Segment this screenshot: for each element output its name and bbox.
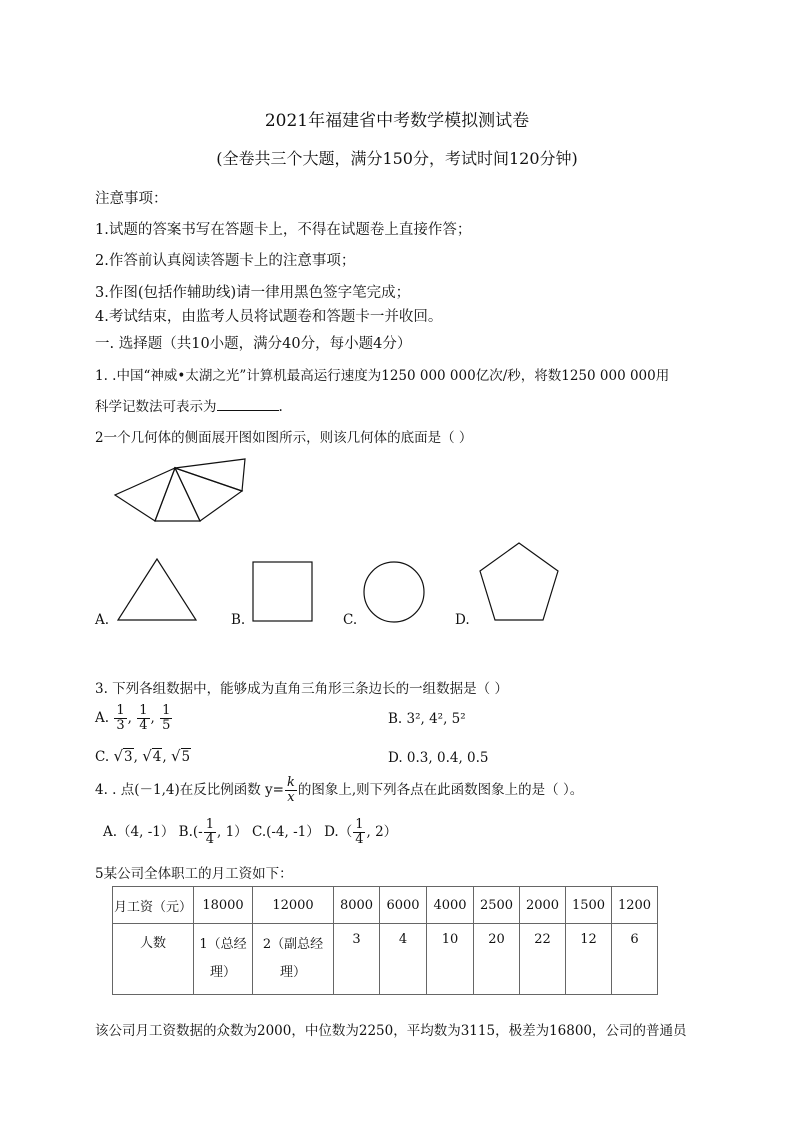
- notice-item: 4.考试结束，由监考人员将试题卷和答题卡一并收回。: [95, 309, 443, 325]
- notice-heading: 注意事项：: [95, 191, 168, 207]
- table-row: [113, 887, 658, 924]
- option-c-label: C.: [343, 612, 358, 628]
- figure-triangle: [115, 468, 175, 521]
- fraction: $\frac{1}{4}$: [205, 817, 214, 847]
- table-cell: 3: [334, 924, 380, 995]
- question-5-text: 该公司月工资数据的众数为2000，中位数为2250，平均数为3115，极差为16800，公司的普通员: [95, 1023, 687, 1039]
- q3-option-a: A. $\frac{1}{3}$ , $\frac{1}{4}$ , $\frac{1}{5}$: [95, 703, 171, 733]
- fraction: $\frac{1}{4}$: [139, 703, 148, 733]
- table-header-cell: 月工资（元）: [113, 887, 194, 924]
- question-4-stem: 4. . 点(－1,4)在反比例函数 y= $\frac{k}{x}$ 的图象上,则下列各点在此函数图象上的是（ ）。: [95, 775, 584, 805]
- question-1-line1: 1. .中国“神威•太湖之光”计算机最高运行速度为1250 000 000亿次/秒，将数1250 000 000用: [95, 368, 670, 384]
- fraction: $\frac{1}{3}$: [116, 703, 125, 733]
- circle-shape: [362, 560, 426, 624]
- q4-option-d: D.（ $\frac{1}{4}$ , 2）: [324, 817, 398, 847]
- figure-triangle: [175, 459, 245, 491]
- q3-option-d: D. 0.3, 0.4, 0.5: [388, 750, 489, 766]
- table-header-cell: 4000: [427, 887, 474, 924]
- table-header-cell: 1200: [612, 887, 658, 924]
- wage-table: [112, 886, 658, 995]
- table-row: [113, 924, 658, 995]
- q3-option-c: C. √3, √4, √5: [95, 747, 191, 765]
- question-1-line2: 科学记数法可表示为 .: [95, 399, 283, 415]
- question-2-stem: 2一个几何体的侧面展开图如图所示，则该几何体的底面是（ ）: [95, 430, 473, 446]
- table-header-cell: 6000: [380, 887, 427, 924]
- table-cell: 10: [427, 924, 474, 995]
- page-subtitle: (全卷共三个大题，满分150分，考试时间120分钟): [216, 149, 578, 168]
- lateral-development-figure: [110, 455, 255, 527]
- square-root: √3: [113, 747, 133, 765]
- notice-item: 2.作答前认真阅读答题卡上的注意事项；: [95, 253, 356, 269]
- page-title: 2021年福建省中考数学模拟测试卷: [264, 111, 530, 131]
- table-header-cell: 18000: [194, 887, 253, 924]
- table-row-label: 人数: [113, 924, 194, 995]
- q4-option-a: A.（4, -1）: [103, 824, 175, 840]
- table-cell: 4: [380, 924, 427, 995]
- q4-option-c: C.(-4, -1）: [251, 824, 320, 840]
- notice-item: 1.试题的答案书写在答题卡上，不得在试题卷上直接作答；: [95, 222, 472, 238]
- square-root: √4: [142, 747, 162, 765]
- option-b-label: B.: [231, 612, 246, 628]
- section-heading: 一. 选择题（共10小题，满分40分，每小题4分）: [95, 336, 412, 352]
- answer-blank: [217, 398, 279, 411]
- figure-triangle: [175, 468, 242, 521]
- table-header-cell: 8000: [334, 887, 380, 924]
- q4-option-b: B.(- $\frac{1}{4}$ , 1）: [178, 817, 248, 847]
- table-cell: 22: [520, 924, 566, 995]
- pentagon-shape: [477, 541, 561, 623]
- table-header-cell: 12000: [253, 887, 334, 924]
- figure-triangle: [155, 468, 200, 521]
- question-3-stem: 3. 下列各组数据中，能够成为直角三角形三条边长的一组数据是（ ）: [95, 681, 508, 697]
- fraction: $\frac{1}{4}$: [355, 817, 364, 847]
- table-header-cell: 2500: [474, 887, 520, 924]
- fraction: $\frac{k}{x}$: [287, 775, 295, 805]
- option-d-label: D.: [455, 612, 470, 628]
- table-header-cell: 1500: [566, 887, 612, 924]
- question-4-options: [103, 818, 397, 847]
- table-cell: 1（总经 理）: [194, 924, 253, 995]
- table-cell: 6: [612, 924, 658, 995]
- option-a-label: A.: [95, 612, 110, 628]
- q3-option-b: B. 3², 4², 5²: [388, 711, 466, 727]
- table-cell: 12: [566, 924, 612, 995]
- square-shape: [252, 561, 314, 623]
- square-root: √5: [170, 747, 191, 765]
- table-cell: 20: [474, 924, 520, 995]
- notice-item: 3.作图(包括作辅助线)请一律用黑色签字笔完成；: [95, 285, 411, 301]
- fraction: $\frac{1}{5}$: [162, 703, 171, 733]
- table-cell: 2（副总经 理）: [253, 924, 334, 995]
- triangle-shape: [116, 557, 198, 623]
- question-5-stem: 5某公司全体职工的月工资如下：: [95, 866, 293, 882]
- table-header-cell: 2000: [520, 887, 566, 924]
